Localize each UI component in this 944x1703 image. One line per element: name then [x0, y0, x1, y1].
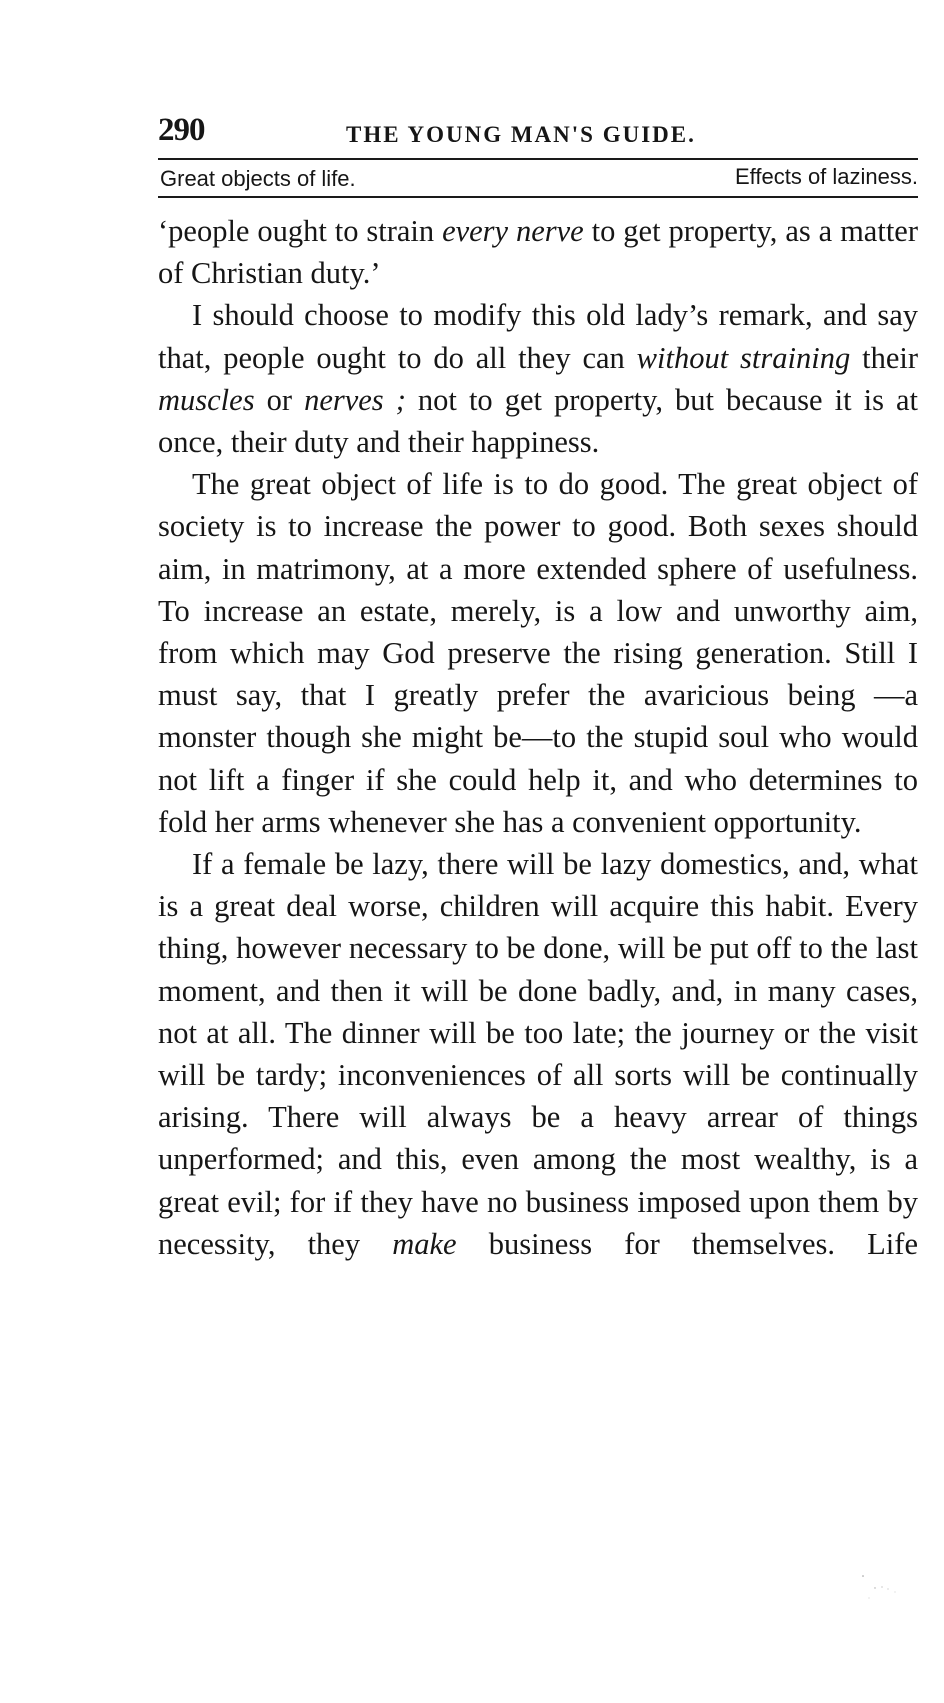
paragraph — [158, 463, 918, 843]
subhead-right: Effects of laziness. — [734, 164, 918, 189]
emphasis-text: make — [392, 1226, 457, 1261]
emphasis-text: every nerve — [442, 214, 584, 248]
running-title: THE YOUNG MAN'S GUIDE. — [346, 122, 696, 147]
section-subheading — [158, 164, 918, 194]
text-run: If a female be lazy, there will be lazy domestics, and, what is a great deal worse, children will acquire this habit. Every thing, however necessary to be done, will be put off to the last moment, and then it will be done badly, and, in many cases, not at all. The dinner will be too late; the journey or the visit will be tardy; inconveniences of all sorts will be continually arising. There will always be a heavy arrear of things unperformed; and this, even among the most wealthy, is a great evil; for if they have no business imposed upon them by necessity, they — [158, 847, 918, 1261]
paper-specks — [855, 1570, 915, 1610]
page-header — [158, 112, 918, 152]
paragraph — [158, 843, 918, 1265]
emphasis-text: nerves ; — [304, 382, 406, 417]
header-rule-bottom — [158, 196, 918, 198]
text-run: ‘people ought to strain — [158, 214, 443, 248]
header-rule-top — [158, 158, 918, 160]
body-text — [158, 210, 918, 1265]
text-run: their — [850, 340, 918, 375]
text-run: not to get property, but because it is at once, their duty and their happiness. — [158, 382, 918, 460]
paragraph — [158, 294, 918, 463]
paragraph — [158, 210, 918, 294]
text-run: to get property, as a matter of Christian duty.’ — [158, 214, 918, 291]
page-number: 290 — [158, 112, 205, 148]
text-run: business for themselves. Life — [456, 1226, 918, 1261]
text-run: The great object of life is to do good. The great object of society is to increase the power to good. Both sexes should aim, in matrimony, at a more extended sphere of usefulness. To increase an estate, merely, is a low and unworthy aim, from which may God preserve the rising generation. Still I must say, that I greatly prefer the avaricious being —a monster though she might be—to the stupid soul who would not lift a finger if she could help it, and who determines to fold her arms whenever she has a convenient opportunity. — [158, 467, 918, 839]
text-run: or — [254, 382, 305, 417]
subhead-left: Great objects of life. — [160, 166, 356, 191]
text-run: I should choose to modify this old lady’s remark, and say that, people ought to do all they can — [158, 298, 918, 375]
emphasis-text: muscles — [158, 382, 255, 417]
emphasis-text: without straining — [636, 340, 851, 375]
